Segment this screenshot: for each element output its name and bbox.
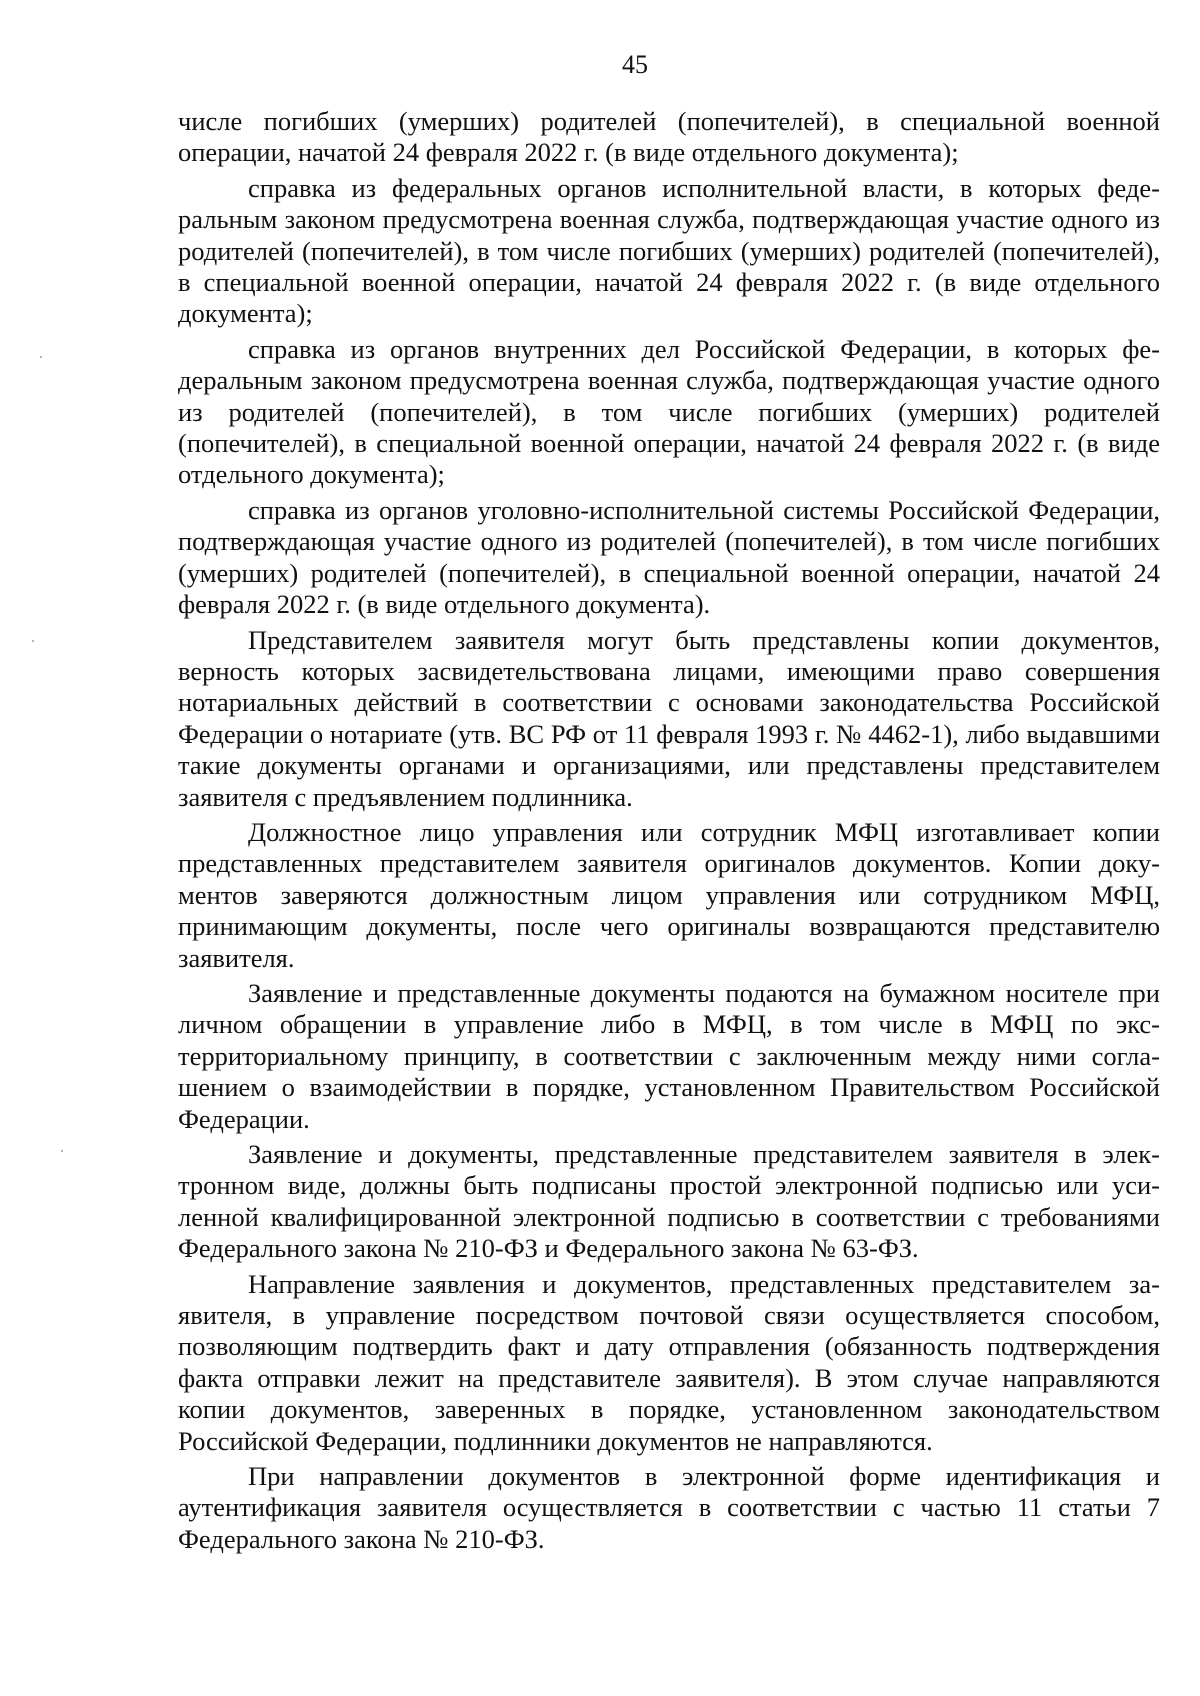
paragraph-electronic-identification: При направлении документов в электронной форме идентификация и аутентификация заявителя осуществляется в соответствии с частью 11 статьи 7 Федерального закона № 210-ФЗ.	[178, 1461, 1160, 1554]
paragraph-postal-submission: Направление заявления и документов, представленных представителем заявителя, в управление посредством почтовой связи осуществляется способом, позволяющим подтвердить факт и дату отправления (обязанность подтверждения факта отправки лежит на представителе заявителя). В этом случае направляются копии документов, заверенных в порядке, установленном законодательством Российской Федерации, подлинники документов не направляются.	[178, 1268, 1160, 1456]
paragraph-continuation: числе погибших (умерших) родителей (попечителей), в специальной военной операции, начатой 24 февраля 2022 г. (в виде отдельного документа);	[178, 106, 1160, 168]
paragraph-internal-affairs-certificate: справка из органов внутренних дел Российской Федерации, в которых федеральным законом предусмотрена военная служба, подтверждающая участие одного из родителей (попечителей), в том числе погибших (умерших) родителей (попечителей), в специальной военной операции, начатой 24 февраля 2022 г. (в виде отдельного документа);	[178, 333, 1160, 490]
document-body	[178, 106, 1160, 1555]
paragraph-electronic-signature: Заявление и документы, представленные представителем заявителя в электронном виде, должны быть подписаны простой электронной подписью или усиленной квалифицированной электронной подписью в соответствии с требованиями Федерального закона № 210-ФЗ и Федерального закона № 63-ФЗ.	[178, 1139, 1160, 1264]
scan-speck	[32, 640, 34, 642]
paragraph-federal-bodies-certificate: справка из федеральных органов исполнительной власти, в которых федеральным законом предусмотрена военная служба, подтверждающая участие одного из родителей (попечителей), в том числе погибших (умерших) родителей (попечителей), в специальной военной операции, начатой 24 февраля 2022 г. (в виде отдельного документа);	[178, 172, 1160, 329]
scan-speck	[40, 356, 42, 358]
paragraph-mfc-copies: Должностное лицо управления или сотрудник МФЦ изготавливает копии представленных представителем заявителя оригиналов документов. Копии документов заверяются должностным лицом управления или сотрудником МФЦ, принимающим документы, после чего оригиналы возвращаются представителю заявителя.	[178, 816, 1160, 973]
paragraph-penal-system-certificate: справка из органов уголовно-исполнительной системы Российской Федерации, подтверждающая участие одного из родителей (попечителей), в том числе погибших (умерших) родителей (попечителей), в специальной военной операции, начатой 24 февраля 2022 г. (в виде отдельного документа).	[178, 494, 1160, 620]
paragraph-document-copies: Представителем заявителя могут быть представлены копии документов, верность которых засвидетельствована лицами, имеющими право совершения нотариальных действий в соответствии с основами законодательства Российской Федерации о нотариате (утв. ВС РФ от 11 февраля 1993 г. № 4462-1), либо выдавшими такие документы органами и организациями, или представлены представителем заявителя с предъявлением подлинника.	[178, 624, 1160, 812]
scan-speck	[61, 1150, 63, 1152]
page-number: 45	[622, 50, 648, 79]
paragraph-paper-submission: Заявление и представленные документы подаются на бумажном носителе при личном обращении в управление либо в МФЦ, в том числе в МФЦ по экстерриториальному принципу, в соответствии с заключенным между ними соглашением о взаимодействии в порядке, установленном Правительством Российской Федерации.	[178, 977, 1160, 1134]
